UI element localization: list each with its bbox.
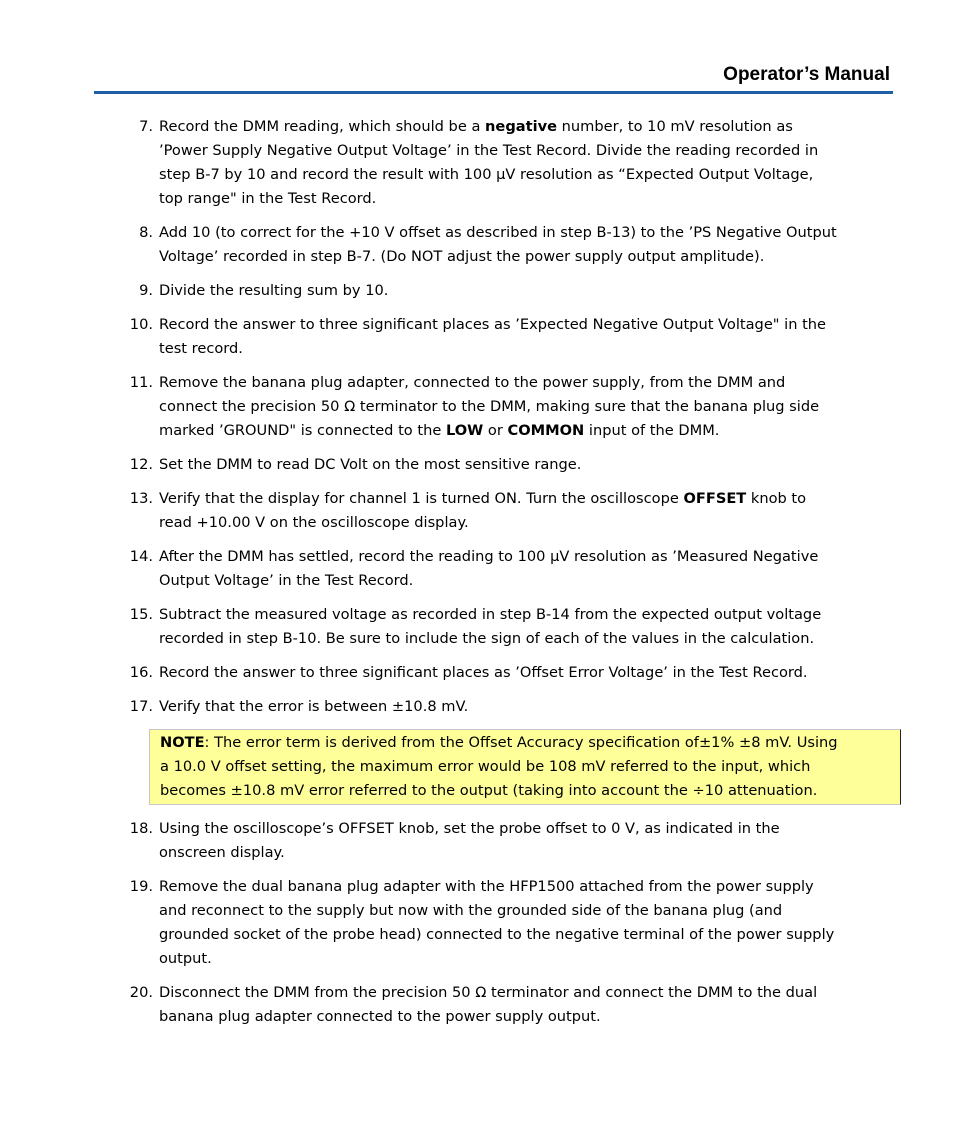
step-item	[139, 279, 894, 303]
step-text-run: Using the oscilloscope’s OFFSET knob, set the probe offset to 0 V, as indicated in the onscreen display.	[159, 820, 780, 861]
note-text: : The error term is derived from the Offset Accuracy specification of±1% ±8 mV. Using a 10.0 V offset setting, the maximum error would be 108 mV referred to the input, which becomes ±10.8 mV error referred to the output (taking into account the ÷10 attenuation.	[160, 734, 838, 799]
step-item	[129, 487, 894, 535]
step-number: 17.	[129, 698, 153, 715]
step-text-run: Add 10 (to correct for the +10 V offset as described in step B-13) to the ’PS Negative Output Voltage’ recorded in step B-7. (Do NOT adjust the power supply output amplitude).	[159, 224, 837, 265]
step-text	[159, 279, 894, 303]
step-item	[129, 817, 894, 865]
step-item	[129, 981, 894, 1029]
step-number: 14.	[129, 548, 153, 565]
note-box	[149, 729, 901, 805]
step-number: 16.	[129, 664, 153, 681]
step-number: 15.	[129, 606, 153, 623]
step-item	[129, 603, 894, 651]
step-text-run: Record the DMM reading, which should be a	[159, 118, 486, 135]
step-text-run: Disconnect the DMM from the precision 50 Ω terminator and connect the DMM to the dual banana plug adapter connected to the power supply output.	[159, 984, 818, 1025]
step-number: 10.	[129, 316, 153, 333]
step-text	[159, 661, 894, 685]
step-text	[159, 875, 894, 971]
step-text	[159, 545, 894, 593]
step-number: 18.	[129, 820, 153, 837]
step-text	[159, 313, 894, 361]
step-item	[129, 875, 894, 971]
step-text-run: Verify that the display for channel 1 is turned ON. Turn the oscilloscope	[159, 490, 684, 507]
step-text	[159, 221, 894, 269]
step-text	[159, 603, 894, 651]
step-item	[129, 695, 894, 719]
step-item	[139, 115, 894, 211]
step-text	[159, 371, 894, 443]
procedure-content	[0, 115, 954, 1039]
step-text-run: input of the DMM.	[584, 422, 720, 439]
step-number: 7.	[139, 118, 153, 135]
step-text	[159, 695, 894, 719]
step-text-run: Remove the banana plug adapter, connected to the power supply, from the DMM and connect the precision 50 Ω terminator to the DMM, making sure that the banana plug side marked ’GROUND" is connected to the	[159, 374, 820, 439]
step-text-run: Set the DMM to read DC Volt on the most sensitive range.	[159, 456, 582, 473]
step-text-run: Record the answer to three significant places as ’Expected Negative Output Voltage" in the test record.	[159, 316, 827, 357]
header-rule	[94, 91, 893, 94]
steps-list-b	[0, 817, 954, 1029]
step-item	[129, 313, 894, 361]
step-text-run: Record the answer to three significant places as ’Offset Error Voltage’ in the Test Record.	[159, 664, 808, 681]
step-number: 11.	[129, 374, 153, 391]
note-label: NOTE	[160, 734, 205, 751]
page-header-title: Operator’s Manual	[723, 64, 890, 85]
step-text-run: Verify that the error is between ±10.8 mV.	[159, 698, 469, 715]
step-text	[159, 817, 894, 865]
step-number: 13.	[129, 490, 153, 507]
step-text-run: Remove the dual banana plug adapter with the HFP1500 attached from the power supply and reconnect to the supply but now with the grounded side of the banana plug (and grounded socket of the probe head) connected to the negative terminal of the power supply output.	[159, 878, 835, 967]
step-item	[129, 371, 894, 443]
step-text	[159, 115, 894, 211]
step-text	[159, 981, 894, 1029]
step-text-run: or	[483, 422, 508, 439]
step-item	[129, 661, 894, 685]
step-number: 12.	[129, 456, 153, 473]
step-number: 8.	[139, 224, 153, 241]
step-number: 20.	[129, 984, 153, 1001]
step-text-run: After the DMM has settled, record the reading to 100 µV resolution as ’Measured Negative Output Voltage’ in the Test Record.	[159, 548, 819, 589]
step-item	[129, 545, 894, 593]
step-text-run: Subtract the measured voltage as recorded in step B-14 from the expected output voltage recorded in step B-10. Be sure to include the sign of each of the values in the calculation.	[159, 606, 822, 647]
step-text-run: knob to read +10.00 V on the oscilloscope display.	[159, 490, 807, 531]
step-text-run: number, to 10 mV resolution as ’Power Supply Negative Output Voltage’ in the Test Record. Divide the reading recorded in step B-7 by 10 and record the result with 100 µV resolution as “Expected Output Voltage, top range" in the Test Record.	[159, 118, 819, 207]
step-item	[129, 453, 894, 477]
step-number: 19.	[129, 878, 153, 895]
step-text-run: Divide the resulting sum by 10.	[159, 282, 389, 299]
step-text-emphasis: COMMON	[507, 422, 585, 439]
step-text-emphasis: negative	[485, 118, 558, 135]
steps-list-a	[0, 115, 954, 719]
step-text	[159, 453, 894, 477]
step-text-emphasis: LOW	[445, 422, 484, 439]
step-item	[139, 221, 894, 269]
step-number: 9.	[139, 282, 153, 299]
step-text	[159, 487, 894, 535]
step-text-emphasis: OFFSET	[683, 490, 747, 507]
